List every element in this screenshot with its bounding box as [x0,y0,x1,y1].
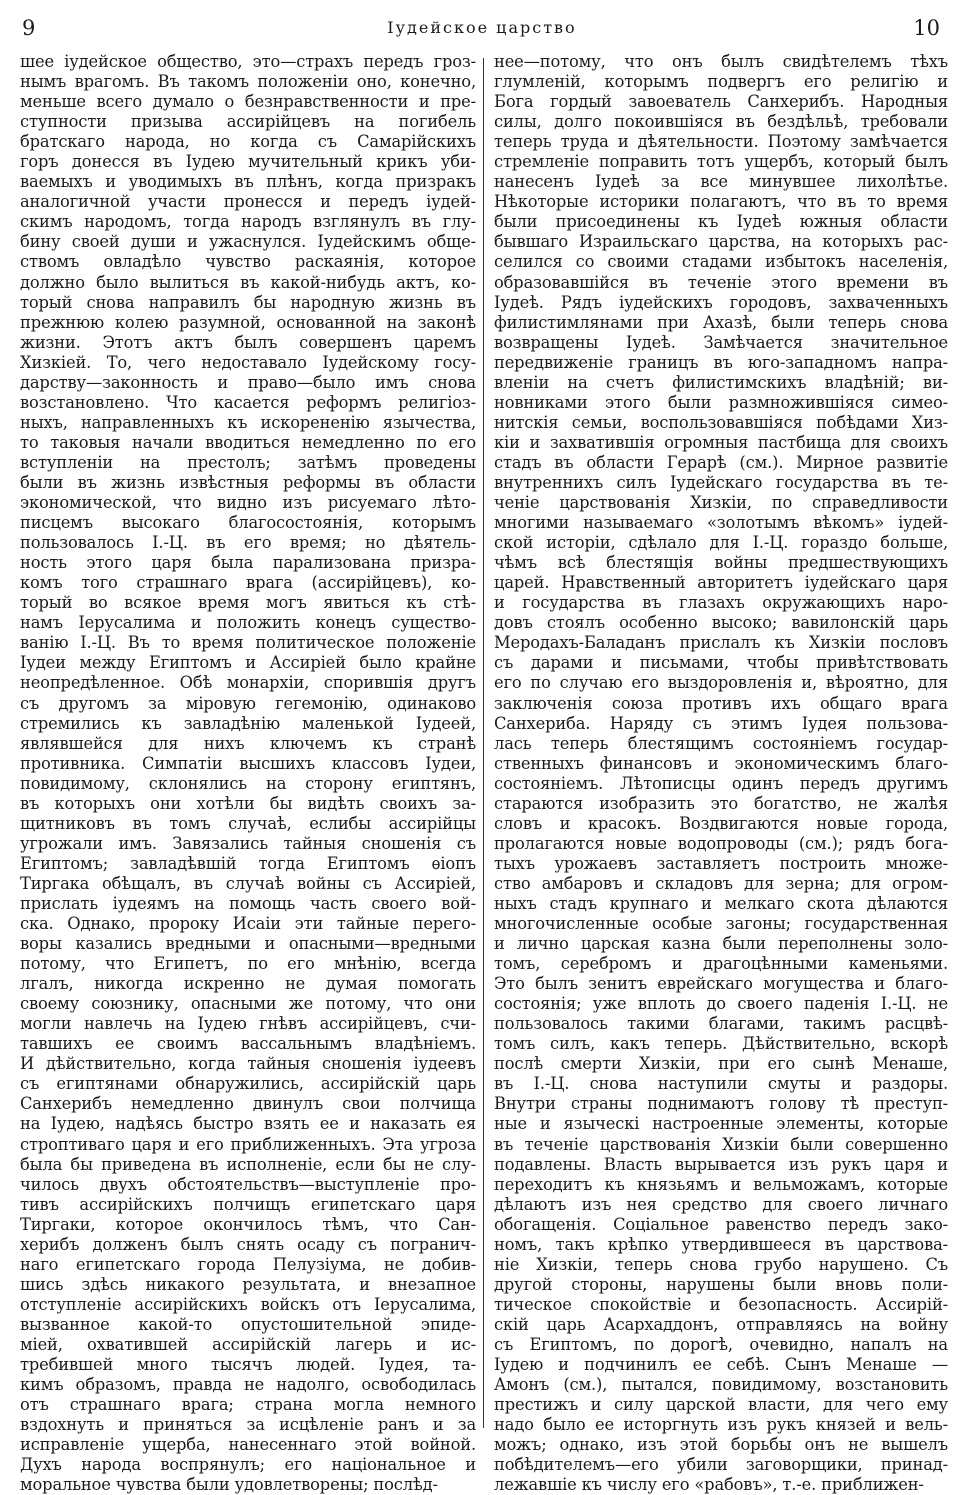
text-line: теперь труда и дѣятельности. Поэтому замѣчается [494,132,948,152]
text-line: Іудеѣ. Рядъ іудейскихъ городовъ, захваченныхъ [494,292,948,312]
text-line: Меродахъ-Баладанъ прислалъ къ Хизкіи пословъ [494,633,948,653]
text-line: нымъ врагомъ. Въ такомъ положеніи оно, конечно, [20,72,476,92]
text-line: словъ и красокъ. Воздвигаются новые города, [494,813,948,833]
text-line: противника. Симпатіи высшихъ классовъ Іудеи, [20,753,476,773]
text-line: съ дарами и письмами, чтобы привѣтствовать [494,653,948,673]
text-line: Іудеи между Египтомъ и Ассиріей было крайне [20,653,476,673]
right-column [494,52,948,1495]
left-column [20,52,476,1495]
text-line: возстановлено. Что касается реформъ религіоз- [20,392,476,412]
text-line: вступленіи на престолъ; затѣмъ проведены [20,452,476,472]
text-line: съ египтянами обнаружились, ассирійскій царь [20,1074,476,1094]
text-line: престижъ и силу царской власти, для чего ему [494,1395,948,1415]
text-line: многочисленные особые загоны; государственная [494,914,948,934]
text-line: ваемыхъ и уводимыхъ въ плѣнъ, когда призракъ [20,172,476,192]
text-line: писцемъ высокаго благосостоянія, которымъ [20,513,476,533]
text-line: стремленіе поправить тотъ ущербъ, который былъ [494,152,948,172]
text-line: послѣ смерти Хизкіи, при его сынѣ Менаше, [494,1054,948,1074]
text-line: исправленіе ущерба, нанесеннаго этой войной. [20,1435,476,1455]
text-line: въ І.-Ц. снова наступили смуты и раздоры. [494,1074,948,1094]
text-line: чилось двухъ обстоятельствъ—выступленіе про- [20,1174,476,1194]
text-line: заключенія союза противъ ихъ общаго врага [494,693,948,713]
text-line: тическое спокойствіе и безопасность. Ассирій- [494,1294,948,1314]
text-line: являвшейся для нихъ ключемъ къ странѣ [20,733,476,753]
text-line: Хизкіей. То, чего недоставало Іудейскому госу- [20,352,476,372]
text-line: кимъ образомъ, правда не надолго, освободилась [20,1375,476,1395]
text-line: передвиженіе границъ въ юго-западномъ напра- [494,352,948,372]
text-line: потому, что Египетъ, по его мнѣнію, всегда [20,954,476,974]
page-header [20,16,944,48]
text-line: Іудею и подчинилъ ее себѣ. Сынъ Менаше — [494,1355,948,1375]
text-line: были въ жизнь извѣстныя реформы въ области [20,472,476,492]
text-line: бину своей души и ужаснулся. Іудейскимъ обще- [20,232,476,252]
text-line: образовавшійся въ теченіе этого времени въ [494,272,948,292]
running-title: Іудейское царство [387,18,577,37]
text-line: наго египетскаго города Пелузіума, не добив- [20,1254,476,1274]
text-line: ніе Хизкіи, теперь снова грубо нарушено. Съ [494,1254,948,1274]
text-line: новниками этого были размножившіяся симео- [494,392,948,412]
text-line: шее іудейское общество, это—страхъ передъ гроз- [20,52,476,71]
text-line: стараются изобразить это богатство, не жалѣя [494,793,948,813]
text-line: обогащенія. Соціальное равенство передъ зако- [494,1214,948,1234]
text-line: меньше всего думало о безнравственности и пре- [20,92,476,112]
text-line: нитскія семьи, воспользовавшіяся побѣдами Хиз- [494,412,948,432]
text-line: лась теперь блестящимъ состояніемъ государ- [494,733,948,753]
text-line: можъ; однако, изъ этой борьбы онъ не вышелъ [494,1435,948,1455]
text-line: то таковыя начали вводиться немедленно по его [20,432,476,452]
text-line: угрожали имъ. Завязались тайныя сношенія съ [20,833,476,853]
text-line: нее—потому, что онъ былъ свидѣтелемъ тѣхъ [494,52,948,71]
text-line: вленіи на счетъ филистимскихъ владѣній; ви- [494,372,948,392]
text-line: вызванное какой-то опустошительной эпиде- [20,1314,476,1334]
text-line: Это былъ зенитъ еврейскаго могущества и благо- [494,974,948,994]
text-line: Тиргаки, которое окончилось тѣмъ, что Сан- [20,1214,476,1234]
text-line: силы, долго покоившіяся въ бездѣльѣ, требовали [494,112,948,132]
text-line: Духъ народа воспрянулъ; его національное и [20,1455,476,1475]
text-line: его по случаю его выздоровленія и, вѣроятно, для [494,673,948,693]
text-line: тыхъ урожаевъ заставляетъ построить множе- [494,853,948,873]
text-line: ской исторіи, сдѣлало для І.-Ц. гораздо больше, [494,533,948,553]
text-line: братскаго народа, но когда съ Самарійскихъ [20,132,476,152]
text-line: тавшихъ ее своимъ вассальнымъ владѣніемъ. [20,1034,476,1054]
text-line: пролагаются новые водопроводы (см.); рядъ бога- [494,833,948,853]
text-line: чѣмъ всѣ блестящія войны предшествующихъ [494,553,948,573]
text-line: Египтомъ; завладѣвшій тогда Египтомъ ѳіопъ [20,853,476,873]
text-line: шись здѣсь никакого результата, и внезапное [20,1274,476,1294]
text-line: переходитъ къ князьямъ и вельможамъ, которые [494,1174,948,1194]
text-line: моральное чувства были удовлетворены; послѣд- [20,1475,438,1495]
text-line: херибъ долженъ былъ снять осаду съ погранич- [20,1234,476,1254]
text-line: экономической, что видно изъ рисуемаго лѣто- [20,493,476,513]
text-line: горъ донесся въ Іудею мучительный крикъ уби- [20,152,476,172]
text-line: ванію І.-Ц. Въ то время политическое положеніе [20,633,476,653]
column-divider [483,58,484,1428]
text-line: И дѣйствительно, когда тайныя сношенія іудеевъ [20,1054,476,1074]
text-line: лгалъ, никогда искренно не думая помогать [20,974,476,994]
text-line: многими называемаго «золотымъ вѣкомъ» іудей- [494,513,948,533]
text-line: ныхъ стадъ крупнаго и мелкаго скота дѣлаются [494,893,948,913]
text-line: ченіе царствованія Хизкіи, по справедливости [494,493,948,513]
text-line: вздохнуть и приняться за исцѣленіе ранъ и за [20,1415,476,1435]
text-line: и государства въ глазахъ окружающихъ наро- [494,593,948,613]
text-line: Внутри страны поднимаютъ голову тѣ преступ- [494,1094,948,1114]
text-line: должно было вылиться въ какой-нибудь актъ, ко- [20,272,476,292]
text-line: могли навлечь на Іудею гнѣвъ ассирійцевъ, счи- [20,1014,476,1034]
text-line: томъ силъ, какъ теперь. Дѣйствительно, вскорѣ [494,1034,948,1054]
text-line: торый снова направилъ бы народную жизнь въ [20,292,476,312]
text-line: возвращены Іудеѣ. Замѣчается значительное [494,332,948,352]
text-line: довъ стоялъ особенно высоко; вавилонскій царь [494,613,948,633]
text-line: аналогичной участи пронесся и передъ іудей- [20,192,476,212]
text-line: Амонъ (см.), пытался, повидимому, возстановить [494,1375,948,1395]
text-line: стадъ въ области Герарѣ (см.). Мирное развитіе [494,452,948,472]
text-line: состоянія; уже вплоть до своего паденія І.-Ц. не [494,994,948,1014]
text-line: подавлены. Власть вырывается изъ рукъ царя и [494,1154,948,1174]
text-line: состояніемъ. Лѣтописцы одинъ передъ другимъ [494,773,948,793]
page-number-left: 9 [22,16,36,40]
text-line: ство амбаровъ и складовъ для зерна; для огром- [494,873,948,893]
text-line: глумленій, которымъ подвергъ его религію и [494,72,948,92]
text-line: стремились къ завладѣнію маленькой Іудеей, [20,713,476,733]
text-line: Тиргака обѣщалъ, въ случаѣ войны съ Ассиріей, [20,873,476,893]
text-line: съ другомъ за міровую гегемонію, одинаково [20,693,476,713]
text-line: воры казались вредными и опасными—вредными [20,934,476,954]
text-line: побѣдителемъ—его убили заговорщики, принад- [494,1455,948,1475]
text-line: требившей много тысячъ людей. Іудея, та- [20,1355,476,1375]
text-line: жизни. Этотъ актъ былъ совершенъ царемъ [20,332,476,352]
text-line: царей. Нравственный авторитетъ іудейскаго царя [494,573,948,593]
text-line: филистимлянами при Ахазѣ, были теперь снова [494,312,948,332]
text-line: томъ, серебромъ и драгоцѣнными каменьями. [494,954,948,974]
text-line: на Іудею, надѣясь быстро взять ее и наказать ея [20,1114,476,1134]
text-line: были присоединены къ Іудеѣ южныя области [494,212,948,232]
text-line: Санхериба. Наряду съ этимъ Іудея пользова- [494,713,948,733]
text-line: номъ, такъ крѣпко утвердившееся въ царствова- [494,1234,948,1254]
text-line: надо было ее исторгнуть изъ рукъ князей и вель- [494,1415,948,1435]
text-line: ска. Однако, пророку Исаіи эти тайные перего- [20,914,476,934]
text-line: бывшаго Израильскаго царства, на которыхъ рас- [494,232,948,252]
text-line: ныхъ, направленныхъ къ искорененію язычества, [20,412,476,432]
text-line: щитниковъ въ томъ случаѣ, еслибы ассирійцы [20,813,476,833]
text-line: селился со своими стадами избытокъ населенія, [494,252,948,272]
text-line: скій царь Асархаддонъ, отправляясь на войну [494,1314,948,1334]
text-line: другой стороны, нарушены были вновь поли- [494,1274,948,1294]
text-line: нанесенъ Іудеѣ за все минувшее лихолѣтье. [494,172,948,192]
text-line: неопредѣленное. Обѣ монархіи, спорившія другъ [20,673,476,693]
text-line: Нѣкоторые историки полагаютъ, что въ то время [494,192,948,212]
text-line: кіи и захватившія огромныя пастбища для своихъ [494,432,948,452]
text-line: отъ страшнаго врага; страна могла немного [20,1395,476,1415]
text-line: повидимому, склонялись на сторону египтянъ, [20,773,476,793]
text-line: торый во всякое время могъ явиться къ стѣ- [20,593,476,613]
page-number-right: 10 [913,16,940,40]
text-line: комъ того страшнаго врага (ассирійцевъ), ко- [20,573,476,593]
text-line: отступленіе ассирійскихъ войскъ отъ Іерусалима, [20,1294,476,1314]
text-line: намъ Іерусалима и положить конецъ существо- [20,613,476,633]
text-line: была бы приведена въ исполненіе, если бы не слу- [20,1154,476,1174]
text-line: и лично царская казна были переполнены золо- [494,934,948,954]
text-line: пользовалось І.-Ц. въ его время; но дѣятель- [20,533,476,553]
text-line: ступности призыва ассирійцевъ на погибель [20,112,476,132]
text-line: ственныхъ финансовъ и экономическимъ благо- [494,753,948,773]
text-line: внутреннихъ силъ Іудейскаго государства въ те- [494,472,948,492]
text-line: въ которыхъ они хотѣли бы видѣть своихъ за- [20,793,476,813]
text-line: скимъ народомъ, тогда народъ взглянулъ въ глу- [20,212,476,232]
text-line: прислать іудеямъ на помощь часть своего вой- [20,893,476,913]
text-line: въ теченіе царствованія Хизкіи были совершенно [494,1134,948,1154]
text-line: тивъ ассирійскихъ полчищъ египетскаго царя [20,1194,476,1214]
text-line: ные и языческі настроенные элементы, которые [494,1114,948,1134]
text-line: прежнюю колею разумной, основанной на законѣ [20,312,476,332]
text-line: съ Египтомъ, по дорогѣ, очевидно, напалъ на [494,1335,948,1354]
text-line: лежавшіе къ числу его «рабовъ», т.-е. приближен- [494,1475,924,1495]
text-line: Бога гордый завоеватель Санхерибъ. Народныя [494,92,948,112]
text-line: пользовалось такими благами, такимъ расцвѣ- [494,1014,948,1034]
text-line: ствомъ овладѣло чувство раскаянія, которое [20,252,476,272]
text-line: ность этого царя была парализована призра- [20,553,476,573]
text-line: дѣлаютъ изъ нея средство для своего личнаго [494,1194,948,1214]
text-line: своему союзнику, опасными же потому, что они [20,994,476,1014]
text-line: Санхерибъ немедленно двинулъ свои полчища [20,1094,476,1114]
text-line: міей, охватившей ассирійскій лагерь и ис- [20,1335,476,1354]
text-line: строптиваго царя и его приближенныхъ. Эта угроза [20,1134,476,1154]
text-line: дарству—законность и право—было имъ снова [20,372,476,392]
